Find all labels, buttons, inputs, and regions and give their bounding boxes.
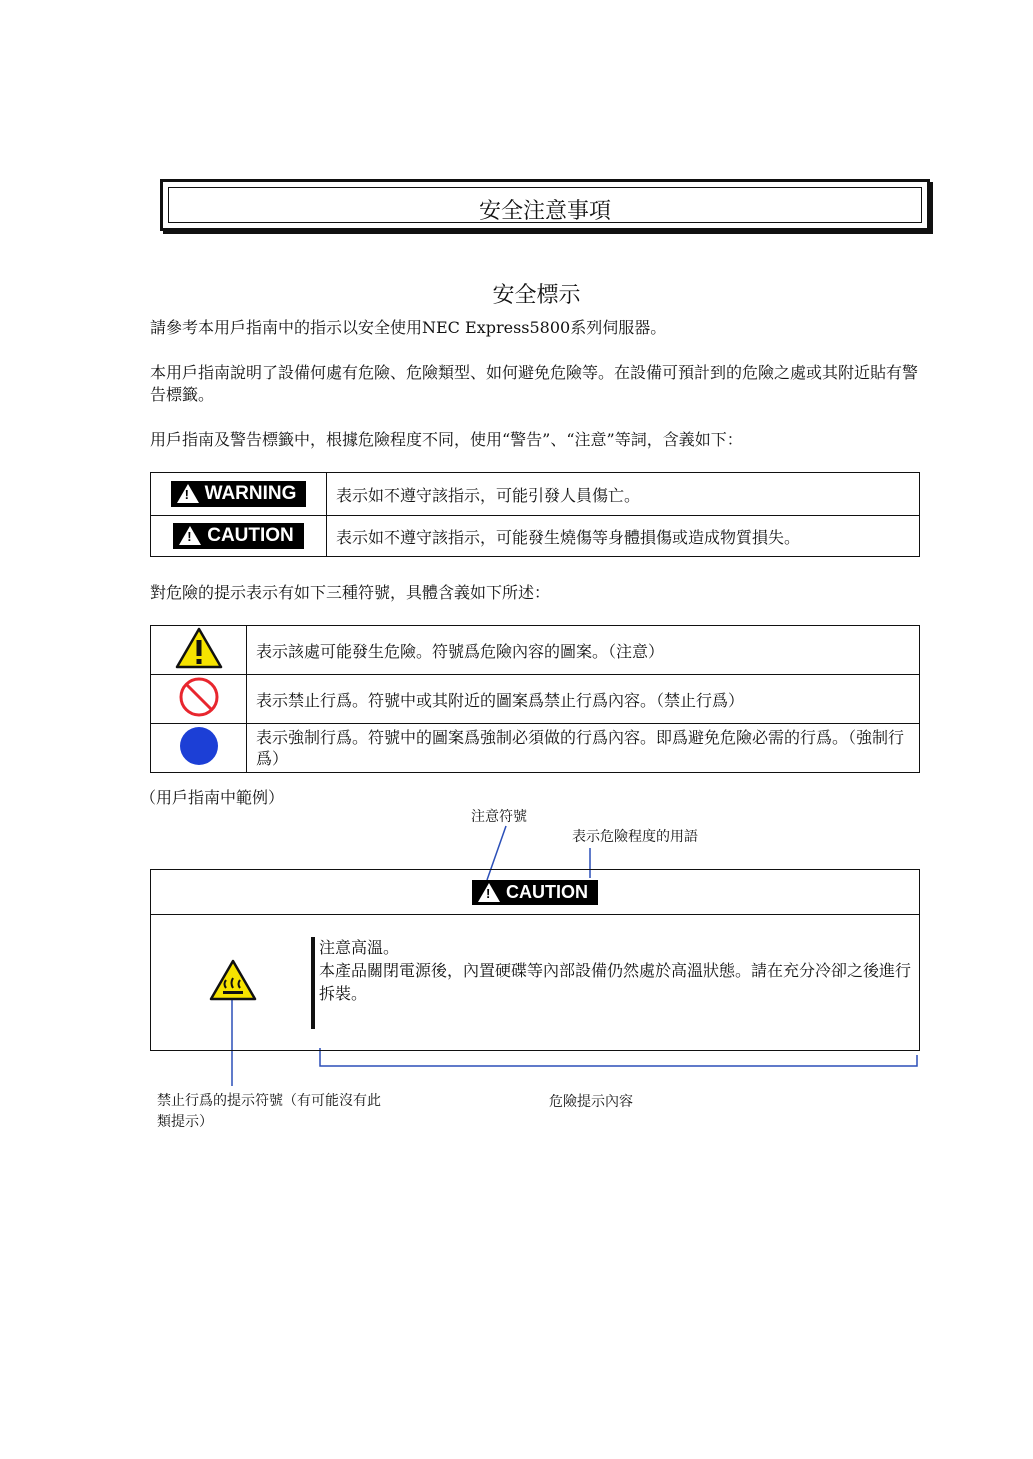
level-desc: 表示如不遵守該指示，可能引發人員傷亡。 bbox=[327, 473, 920, 516]
example-body-title: 注意高溫。 bbox=[319, 938, 400, 957]
callout-term-label: 表示危險程度的用語 bbox=[572, 829, 698, 845]
hot-surface-icon bbox=[208, 958, 258, 1002]
example-heading: （用戶指南中範例） bbox=[140, 788, 285, 807]
symbols-paragraph: 對危險的提示表示有如下三種符號，具體含義如下所述： bbox=[150, 583, 551, 602]
level-desc: 表示如不遵守該指示，可能發生燒傷等身體損傷或造成物質損失。 bbox=[327, 516, 920, 557]
example-caution-badge bbox=[472, 880, 598, 905]
example-box bbox=[150, 869, 920, 1051]
warning-triangle-icon bbox=[478, 883, 500, 902]
warning-label: WARNING bbox=[204, 482, 297, 504]
symbol-desc: 表示禁止行爲。符號中或其附近的圖案爲禁止行爲內容。（禁止行爲） bbox=[247, 675, 920, 724]
content-marker-bar bbox=[311, 937, 315, 1029]
levels-paragraph: 用戶指南及警告標籤中，根據危險程度不同，使用“警告”、“注意”等詞，含義如下： bbox=[150, 430, 743, 449]
symbol-desc: 表示強制行爲。符號中的圖案爲強制必須做的行爲內容。即爲避免危險必需的行爲。（強制行爲） bbox=[247, 724, 920, 773]
page-title: 安全注意事項 bbox=[478, 199, 611, 224]
callout-content-label: 危險提示內容 bbox=[549, 1094, 633, 1110]
callout-prohibit-label: 禁止行爲的提示符號（有可能沒有此類提示） bbox=[157, 1093, 381, 1130]
intro-paragraph: 請參考本用戶指南中的指示以安全使用NEC Express5800系列伺服器。 bbox=[150, 318, 667, 337]
example-caution-label: CAUTION bbox=[506, 881, 588, 902]
section-subtitle: 安全標示 bbox=[492, 283, 581, 308]
callout-symbol-label: 注意符號 bbox=[471, 809, 527, 825]
example-content bbox=[319, 936, 917, 1005]
example-header bbox=[151, 870, 919, 914]
caution-label: CAUTION bbox=[207, 524, 294, 546]
description-paragraph: 本用戶指南說明了設備何處有危險、危險類型、如何避免危險等。在設備可預計到的危險之處或其附近貼有警告標籤。 bbox=[150, 363, 919, 404]
example-divider bbox=[151, 914, 919, 915]
example-body-text: 本產品關閉電源後，內置硬碟等內部設備仍然處於高溫狀態。請在充分冷卻之後進行拆裝。 bbox=[319, 961, 912, 1003]
symbol-desc: 表示該處可能發生危險。符號爲危險內容的圖案。（注意） bbox=[247, 626, 920, 675]
